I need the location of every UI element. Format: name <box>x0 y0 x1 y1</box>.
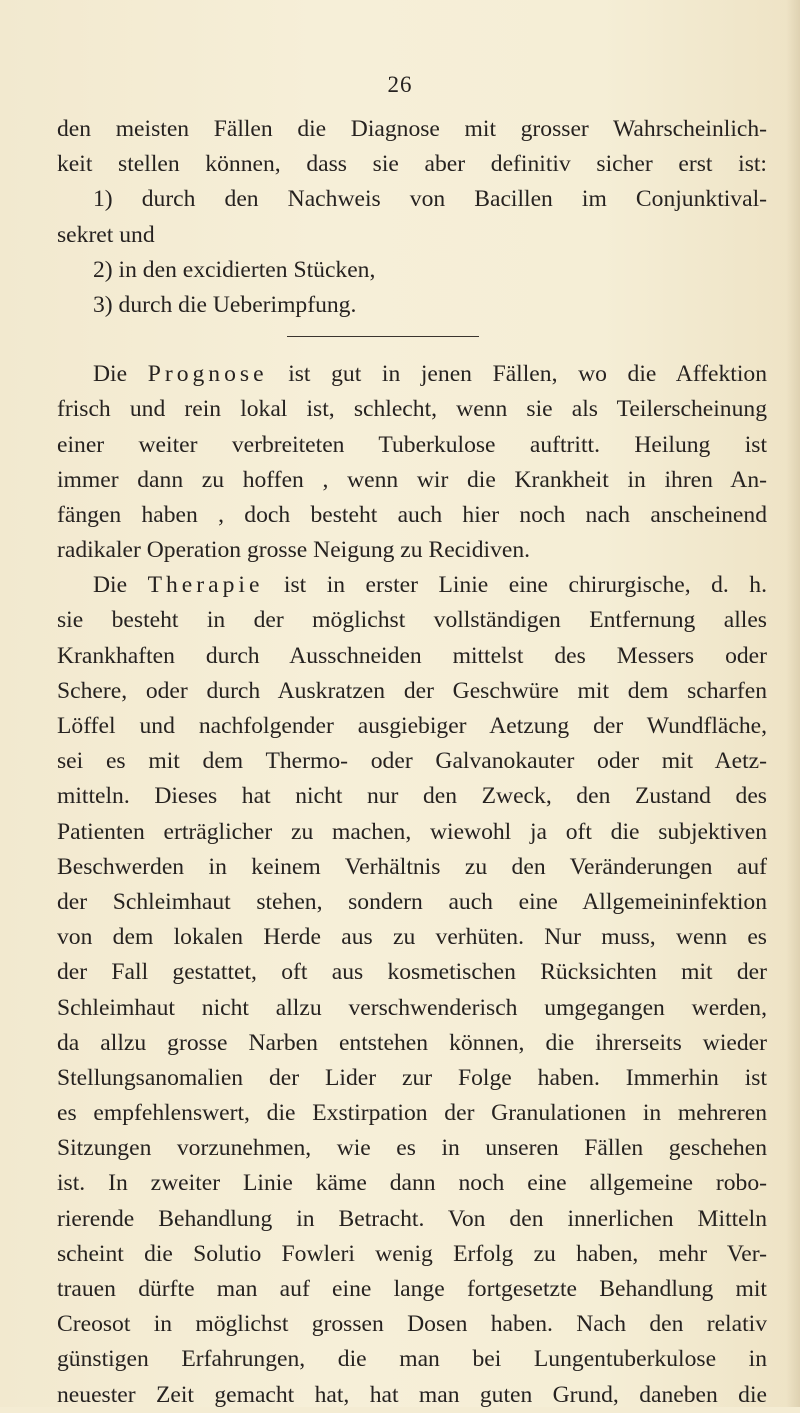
text-line: keit stellen können, dass sie aber definitiv sicher erst ist: <box>57 151 767 178</box>
text-line: sekret und <box>57 221 155 248</box>
line-rest: ist gut in jenen Fällen, wo die Affektion <box>288 361 768 388</box>
section-keyword-therapie: Therapie <box>147 572 264 599</box>
page-number: 26 <box>387 72 413 97</box>
text-line: sei es mit dem Thermo- oder Galvanokauter oder mit Aetz- <box>57 748 767 775</box>
line-rest: ist in erster Linie eine chirurgische, d. h. <box>283 572 767 599</box>
text-line: Patienten erträglicher zu machen, wiewohl ja oft die subjektiven <box>57 818 767 845</box>
section-divider <box>57 323 767 349</box>
text-line: Sitzungen vorzunehmen, wie es in unseren Fällen geschehen <box>57 1135 767 1162</box>
text-line: da allzu grosse Narben entstehen können, die ihrerseits wieder <box>57 1029 767 1056</box>
lead-word: Die <box>93 572 128 599</box>
text-line: günstigen Erfahrungen, die man bei Lungentuberkulose in <box>57 1346 767 1373</box>
list-item: 3) durch die Ueberimpfung. <box>93 291 357 318</box>
text-line: es empfehlenswert, die Exstirpation der Granulationen in mehreren <box>57 1100 767 1127</box>
text-line: sie besteht in der möglichst vollständigen Entfernung alles <box>57 607 767 634</box>
text-line: radikaler Operation grosse Neigung zu Recidiven. <box>57 537 531 564</box>
text-line: immer dann zu hoffen , wenn wir die Krankheit in ihren An- <box>57 466 767 493</box>
text-line: mitteln. Dieses hat nicht nur den Zweck, den Zustand des <box>57 783 767 810</box>
text-line: den meisten Fällen die Diagnose mit grosser Wahrscheinlich- <box>57 116 767 142</box>
page-text <box>57 112 767 1413</box>
lead-word: Die <box>93 361 128 388</box>
text-line: neuester Zeit gemacht hat, hat man guten Grund, daneben die <box>57 1381 767 1408</box>
paragraph-first-line <box>57 568 767 603</box>
text-line: Schleimhaut nicht allzu verschwenderisch umgegangen werden, <box>57 994 767 1021</box>
text-line: ist. In zweiter Linie käme dann noch eine allgemeine robo- <box>57 1170 767 1197</box>
text-line: der Fall gestattet, oft aus kosmetischen Rücksichten mit der <box>57 959 767 986</box>
text-line: Creosot in möglichst grossen Dosen haben. Nach den relativ <box>57 1311 767 1338</box>
section-keyword-prognose: Prognose <box>147 361 268 388</box>
text-line: Schere, oder durch Auskratzen der Geschwüre mit dem scharfen <box>57 677 767 704</box>
text-line: Löffel und nachfolgender ausgiebiger Aetzung der Wundfläche, <box>57 713 767 739</box>
text-line: Beschwerden in keinem Verhältnis zu den Veränderungen auf <box>57 853 767 880</box>
divider-rule <box>287 336 479 337</box>
text-line: rierende Behandlung in Betracht. Von den innerlichen Mitteln <box>57 1205 767 1232</box>
list-item: 2) in den excidierten Stücken, <box>93 256 376 283</box>
text-line: Krankhaften durch Ausschneiden mittelst des Messers oder <box>57 642 767 669</box>
text-line: trauen dürfte man auf eine lange fortgesetzte Behandlung mit <box>57 1276 767 1302</box>
page-edge-shadow <box>786 0 800 1407</box>
text-line: frisch und rein lokal ist, schlecht, wenn sie als Teilerscheinung <box>57 396 767 423</box>
text-line: der Schleimhaut stehen, sondern auch eine Allgemeininfektion <box>57 888 767 915</box>
paragraph-first-line <box>57 357 767 392</box>
text-line: einer weiter verbreiteten Tuberkulose auftritt. Heilung ist <box>57 431 767 458</box>
text-line: scheint die Solutio Fowleri wenig Erfolg zu haben, mehr Ver- <box>57 1240 767 1267</box>
text-line: von dem lokalen Herde aus zu verhüten. Nur muss, wenn es <box>57 924 767 951</box>
list-item: 1) durch den Nachweis von Bacillen im Conjunktival- <box>93 186 767 213</box>
text-line: Stellungsanomalien der Lider zur Folge haben. Immerhin ist <box>57 1064 767 1091</box>
text-line: fängen haben , doch besteht auch hier noch nach anscheinend <box>57 501 767 528</box>
